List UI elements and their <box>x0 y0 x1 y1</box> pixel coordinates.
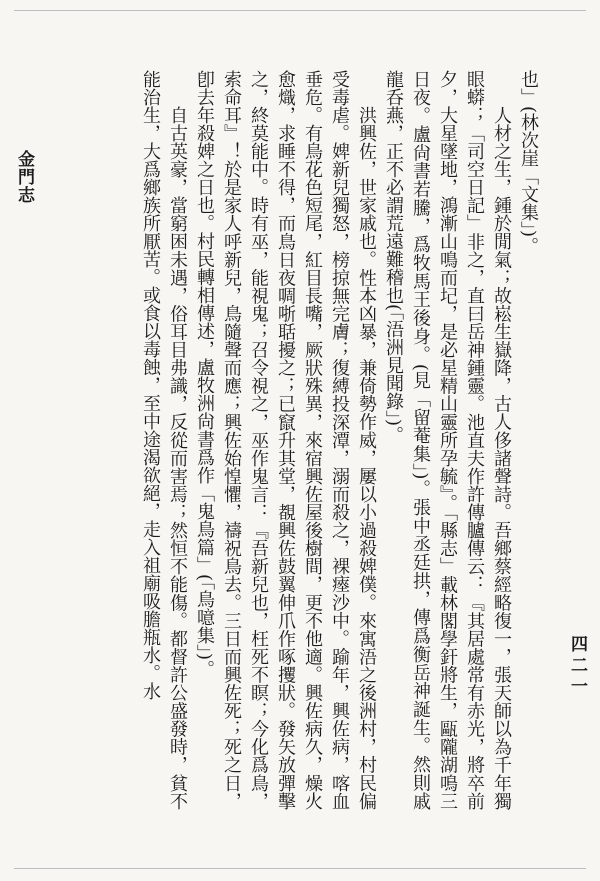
page-number: 四二一 <box>567 635 587 698</box>
paragraph: 洪興佐，世家戚也。性本凶暴，兼倚勢作威，屢以小過殺婢僕。來寓浯之後洲村，村民偏受毒虐。婢新兒獨怒，榜掠無完膚；復縛投深潭，溺而殺之，裸瘞沙中。踰年，興佐病，喀血垂危。有鳥花色短尾，紅目長嘴，厥狀殊異，來宿興佐屋後樹間，更不他適。興佐病久，燥火愈熾，求睡不得，而鳥日夜啁哳聒擾之；已竄升其堂，覩興佐鼓翼伸爪作啄攫狀。發矢放彈擊之，終莫能中。時有巫，能視鬼；召令視之，巫作鬼言：『吾新兒也，枉死不瞑；今化爲鳥，索命耳』！於是家人呼新兒，鳥隨聲而應；興佐始惶懼，禱祝鳥去。三日而興佐死；死之日，卽去年殺婢之日也。村民轉相傳述，盧牧洲尙書爲作「鬼鳥篇」(「鳥噫集」)。 <box>194 70 377 810</box>
paragraph: 也」(林次崖「文集」)。 <box>518 70 539 256</box>
top-edge-line <box>14 10 586 11</box>
body-text <box>10 70 542 810</box>
book-title: 金門志 <box>14 150 34 204</box>
paragraph: 人材之生，鍾於閒氣；故崧生嶽降，古人侈諸聲詩。吾鄉蔡經略復一，張天師以為千年獨眼蟒；「司空日記」非之，直曰岳神鍾靈。池直夫作許傳臚傳云：『其居處常有赤光，將卒前夕，大星墜地，鴻漸山鳴而圮，是必星精山靈所孕毓』。「縣志」載林閣學釬將生，甌隴湖鳴三日夜。盧尙書若騰，爲牧馬王後身。(見「留菴集」)。張中丞廷拱，傳爲衡岳神誕生。然則戚龍呑燕，正不必謂荒遠難稽也(「浯洲見聞錄」)。 <box>383 70 512 810</box>
paragraph: 自古英豪，當窮困未遇，俗耳目弗識，反從而害焉；然恒不能傷。都督許公盛發時，貧不能治生，大爲鄉族所厭苦。或食以毒蝕，至中途渴欲絕，走入祖廟吸膽瓶水。水 <box>140 70 188 810</box>
bottom-edge-line <box>14 868 586 869</box>
